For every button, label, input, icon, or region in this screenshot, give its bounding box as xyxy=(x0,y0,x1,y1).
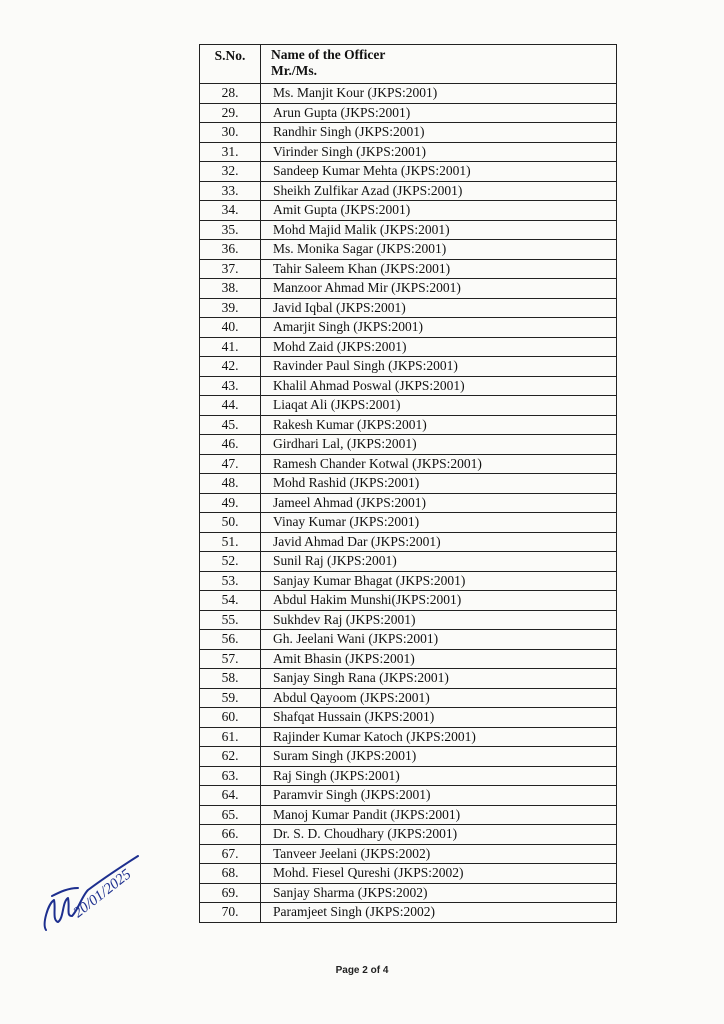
officer-name-cell: Khalil Ahmad Poswal (JKPS:2001) xyxy=(261,376,617,396)
table-row xyxy=(200,571,617,591)
table-row xyxy=(200,201,617,221)
name-header-line1: Name of the Officer xyxy=(271,47,386,62)
officer-table xyxy=(199,44,617,923)
table-row xyxy=(200,552,617,572)
serial-number-cell: 69. xyxy=(200,883,261,903)
table-row xyxy=(200,220,617,240)
officer-name-cell: Tahir Saleem Khan (JKPS:2001) xyxy=(261,259,617,279)
serial-number-cell: 67. xyxy=(200,844,261,864)
table-row xyxy=(200,766,617,786)
table-row xyxy=(200,181,617,201)
table-row xyxy=(200,786,617,806)
table-row xyxy=(200,864,617,884)
serial-number-cell: 57. xyxy=(200,649,261,669)
serial-number-cell: 33. xyxy=(200,181,261,201)
name-header-line2: Mr./Ms. xyxy=(271,63,317,78)
officer-name-cell: Javid Ahmad Dar (JKPS:2001) xyxy=(261,532,617,552)
officer-name-cell: Mohd. Fiesel Qureshi (JKPS:2002) xyxy=(261,864,617,884)
table-row xyxy=(200,532,617,552)
officer-name-cell: Amit Gupta (JKPS:2001) xyxy=(261,201,617,221)
signature-with-date xyxy=(38,826,168,936)
serial-number-cell: 48. xyxy=(200,474,261,494)
table-row xyxy=(200,142,617,162)
table-row xyxy=(200,357,617,377)
table-row xyxy=(200,376,617,396)
table-row xyxy=(200,883,617,903)
officer-name-cell: Randhir Singh (JKPS:2001) xyxy=(261,123,617,143)
table-row xyxy=(200,298,617,318)
serial-number-cell: 62. xyxy=(200,747,261,767)
table-row xyxy=(200,474,617,494)
table-row xyxy=(200,610,617,630)
table-row xyxy=(200,513,617,533)
serial-number-cell: 32. xyxy=(200,162,261,182)
serial-number-cell: 70. xyxy=(200,903,261,923)
signature-date: 20/01/2025 xyxy=(70,866,135,922)
serial-number-cell: 34. xyxy=(200,201,261,221)
serial-number-cell: 53. xyxy=(200,571,261,591)
officer-name-cell: Virinder Singh (JKPS:2001) xyxy=(261,142,617,162)
officer-name-cell: Shafqat Hussain (JKPS:2001) xyxy=(261,708,617,728)
serial-number-cell: 29. xyxy=(200,103,261,123)
table-row xyxy=(200,669,617,689)
serial-number-cell: 56. xyxy=(200,630,261,650)
serial-number-cell: 59. xyxy=(200,688,261,708)
table-row xyxy=(200,805,617,825)
table-row xyxy=(200,337,617,357)
serial-number-cell: 39. xyxy=(200,298,261,318)
serial-number-cell: 46. xyxy=(200,435,261,455)
serial-number-cell: 47. xyxy=(200,454,261,474)
officer-name-cell: Sanjay Sharma (JKPS:2002) xyxy=(261,883,617,903)
table-row xyxy=(200,649,617,669)
officer-name-cell: Ms. Monika Sagar (JKPS:2001) xyxy=(261,240,617,260)
table-row xyxy=(200,240,617,260)
table-row xyxy=(200,162,617,182)
table-row xyxy=(200,747,617,767)
officer-name-cell: Mohd Rashid (JKPS:2001) xyxy=(261,474,617,494)
serial-number-cell: 52. xyxy=(200,552,261,572)
officer-name-cell: Manzoor Ahmad Mir (JKPS:2001) xyxy=(261,279,617,299)
officer-name-cell: Ramesh Chander Kotwal (JKPS:2001) xyxy=(261,454,617,474)
officer-name-cell: Raj Singh (JKPS:2001) xyxy=(261,766,617,786)
serial-number-cell: 66. xyxy=(200,825,261,845)
officer-name-cell: Dr. S. D. Choudhary (JKPS:2001) xyxy=(261,825,617,845)
table-row xyxy=(200,591,617,611)
table-row xyxy=(200,825,617,845)
serial-number-cell: 45. xyxy=(200,415,261,435)
table-row xyxy=(200,844,617,864)
officer-name-cell: Paramvir Singh (JKPS:2001) xyxy=(261,786,617,806)
serial-number-cell: 28. xyxy=(200,84,261,104)
serial-number-cell: 61. xyxy=(200,727,261,747)
table-body xyxy=(200,84,617,923)
officer-name-cell: Amit Bhasin (JKPS:2001) xyxy=(261,649,617,669)
serial-number-cell: 58. xyxy=(200,669,261,689)
officer-name-cell: Rakesh Kumar (JKPS:2001) xyxy=(261,415,617,435)
table-row xyxy=(200,630,617,650)
serial-number-cell: 63. xyxy=(200,766,261,786)
officer-name-cell: Amarjit Singh (JKPS:2001) xyxy=(261,318,617,338)
officer-name-cell: Sheikh Zulfikar Azad (JKPS:2001) xyxy=(261,181,617,201)
officer-name-cell: Mohd Zaid (JKPS:2001) xyxy=(261,337,617,357)
officer-name-cell: Jameel Ahmad (JKPS:2001) xyxy=(261,493,617,513)
officer-name-cell: Liaqat Ali (JKPS:2001) xyxy=(261,396,617,416)
officer-name-cell: Abdul Hakim Munshi(JKPS:2001) xyxy=(261,591,617,611)
table-row xyxy=(200,103,617,123)
serial-number-cell: 41. xyxy=(200,337,261,357)
table-row xyxy=(200,279,617,299)
serial-number-cell: 37. xyxy=(200,259,261,279)
serial-number-cell: 30. xyxy=(200,123,261,143)
serial-number-cell: 65. xyxy=(200,805,261,825)
table-row xyxy=(200,903,617,923)
officer-name-cell: Abdul Qayoom (JKPS:2001) xyxy=(261,688,617,708)
table-row xyxy=(200,708,617,728)
table-row xyxy=(200,435,617,455)
officer-name-cell: Suram Singh (JKPS:2001) xyxy=(261,747,617,767)
serial-number-cell: 35. xyxy=(200,220,261,240)
officer-name-cell: Manoj Kumar Pandit (JKPS:2001) xyxy=(261,805,617,825)
serial-number-cell: 42. xyxy=(200,357,261,377)
serial-number-cell: 43. xyxy=(200,376,261,396)
serial-number-cell: 40. xyxy=(200,318,261,338)
serial-number-cell: 54. xyxy=(200,591,261,611)
officer-name-cell: Tanveer Jeelani (JKPS:2002) xyxy=(261,844,617,864)
officer-name-cell: Mohd Majid Malik (JKPS:2001) xyxy=(261,220,617,240)
serial-number-cell: 55. xyxy=(200,610,261,630)
table-row xyxy=(200,396,617,416)
officer-name-cell: Sunil Raj (JKPS:2001) xyxy=(261,552,617,572)
serial-number-cell: 51. xyxy=(200,532,261,552)
officer-name-cell: Sanjay Singh Rana (JKPS:2001) xyxy=(261,669,617,689)
table-row xyxy=(200,415,617,435)
table-row xyxy=(200,688,617,708)
officer-name-cell: Gh. Jeelani Wani (JKPS:2001) xyxy=(261,630,617,650)
table-row xyxy=(200,123,617,143)
officer-name-cell: Rajinder Kumar Katoch (JKPS:2001) xyxy=(261,727,617,747)
serial-number-cell: 50. xyxy=(200,513,261,533)
name-column-header xyxy=(261,45,617,84)
officer-name-cell: Javid Iqbal (JKPS:2001) xyxy=(261,298,617,318)
serial-number-cell: 38. xyxy=(200,279,261,299)
table-row xyxy=(200,318,617,338)
officer-name-cell: Sandeep Kumar Mehta (JKPS:2001) xyxy=(261,162,617,182)
serial-number-cell: 36. xyxy=(200,240,261,260)
table-row xyxy=(200,454,617,474)
table-row xyxy=(200,493,617,513)
serial-number-cell: 64. xyxy=(200,786,261,806)
sno-column-header: S.No. xyxy=(200,45,261,84)
serial-number-cell: 44. xyxy=(200,396,261,416)
officer-name-cell: Vinay Kumar (JKPS:2001) xyxy=(261,513,617,533)
table-row xyxy=(200,84,617,104)
serial-number-cell: 49. xyxy=(200,493,261,513)
officer-name-cell: Sanjay Kumar Bhagat (JKPS:2001) xyxy=(261,571,617,591)
officer-name-cell: Ravinder Paul Singh (JKPS:2001) xyxy=(261,357,617,377)
page-number: Page 2 of 4 xyxy=(335,965,389,976)
officer-name-cell: Girdhari Lal, (JKPS:2001) xyxy=(261,435,617,455)
table-header-row xyxy=(200,45,617,84)
table-row xyxy=(200,727,617,747)
table-row xyxy=(200,259,617,279)
serial-number-cell: 60. xyxy=(200,708,261,728)
serial-number-cell: 68. xyxy=(200,864,261,884)
officer-name-cell: Paramjeet Singh (JKPS:2002) xyxy=(261,903,617,923)
officer-name-cell: Arun Gupta (JKPS:2001) xyxy=(261,103,617,123)
officer-name-cell: Sukhdev Raj (JKPS:2001) xyxy=(261,610,617,630)
serial-number-cell: 31. xyxy=(200,142,261,162)
officer-name-cell: Ms. Manjit Kour (JKPS:2001) xyxy=(261,84,617,104)
